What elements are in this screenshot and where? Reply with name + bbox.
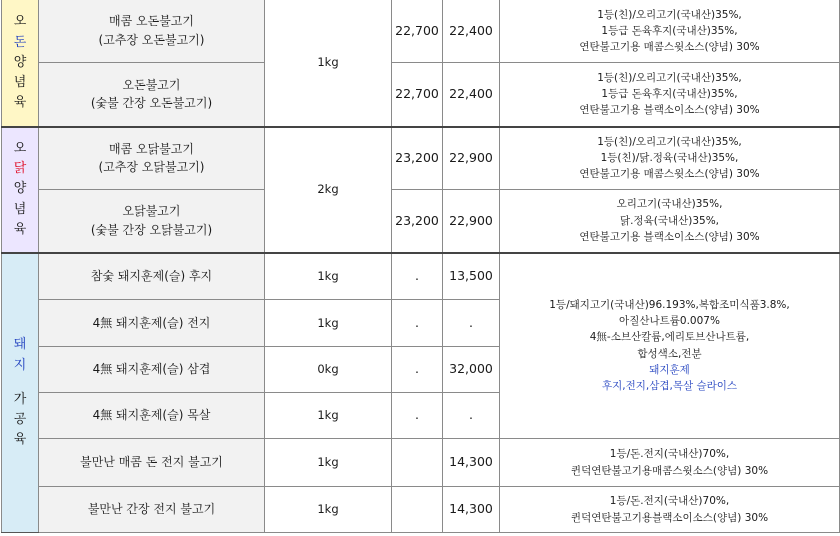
category-char: 념 — [13, 74, 27, 90]
weight-cell: 1kg — [265, 487, 392, 533]
price-1: . — [392, 347, 443, 393]
category-char: 닭 — [13, 161, 27, 177]
weight-cell: 2kg — [265, 127, 392, 253]
price-1: 22,700 — [392, 0, 443, 63]
ingredients: 1등/돈.전지(국내산)70%, 퀸덕연탄불고기용블랙소이소스(양념) 30% — [500, 487, 840, 533]
ingredients: 1등(친)/오리고기(국내산)35%, 1등급 돈육후지(국내산)35%, 연탄불고기용 매콤스윗소스(양념) 30% — [500, 0, 840, 63]
category-char: 육 — [13, 94, 27, 110]
price-1: 22,700 — [392, 63, 443, 127]
price-1 — [392, 487, 443, 533]
product-name: 불만난 간장 전지 불고기 — [39, 487, 265, 533]
price-1: . — [392, 393, 443, 439]
price-2: 32,000 — [443, 347, 500, 393]
category-char: 양 — [13, 54, 27, 70]
price-1: 23,200 — [392, 127, 443, 190]
price-2: 22,900 — [443, 190, 500, 253]
ingredients: 1등/돈.전지(국내산)70%, 퀸덕연탄불고기용매콤스윗소스(양념) 30% — [500, 439, 840, 487]
price-2: 22,900 — [443, 127, 500, 190]
weight-cell: 1kg — [265, 0, 392, 127]
price-2: . — [443, 393, 500, 439]
category-char: 오 — [13, 141, 27, 157]
category-char: 가 — [13, 391, 27, 407]
category-odak — [2, 127, 39, 253]
weight-cell: 1kg — [265, 300, 392, 347]
weight-cell: 1kg — [265, 439, 392, 487]
product-price-table — [1, 0, 840, 533]
category-pork-processed — [2, 253, 39, 533]
product-name: 매콤 오돈불고기 (고추장 오돈불고기) — [39, 0, 265, 63]
product-name: 참숯 돼지훈제(슬) 후지 — [39, 253, 265, 300]
product-name: 불만난 매콤 돈 전지 불고기 — [39, 439, 265, 487]
price-2: 13,500 — [443, 253, 500, 300]
price-1: . — [392, 253, 443, 300]
product-name: 4無 돼지훈제(슬) 전지 — [39, 300, 265, 347]
price-2: 14,300 — [443, 487, 500, 533]
price-1 — [392, 439, 443, 487]
price-1: 23,200 — [392, 190, 443, 253]
weight-cell: 1kg — [265, 253, 392, 300]
weight-cell: 0kg — [265, 347, 392, 393]
category-char: 돈 — [13, 34, 27, 50]
category-char: 육 — [13, 221, 27, 237]
price-2: 22,400 — [443, 63, 500, 127]
smoked-ingredients: 1등/돼지고기(국내산)96.193%,복합조미식품3.8%, 아질산나트륨0.007% 4無-소브산칼륨,에리토브산나트륨, 합성색소,전분 돼지훈제 후지,전지,삼겹,목살 슬라이스 — [500, 253, 840, 439]
category-char: 지 — [13, 357, 27, 373]
product-name: 오닭불고기 (숯불 간장 오닭불고기) — [39, 190, 265, 253]
product-name: 오돈불고기 (숯불 간장 오돈불고기) — [39, 63, 265, 127]
category-char: 육 — [13, 431, 27, 447]
ingredients: 1등(친)/오리고기(국내산)35%, 1등급 돈육후지(국내산)35%, 연탄불고기용 블랙소이소스(양념) 30% — [500, 63, 840, 127]
price-1: . — [392, 300, 443, 347]
price-2: 22,400 — [443, 0, 500, 63]
price-2: 14,300 — [443, 439, 500, 487]
weight-cell: 1kg — [265, 393, 392, 439]
category-char: 돼 — [13, 337, 27, 353]
category-oddon — [2, 0, 39, 127]
category-char: 공 — [13, 411, 27, 427]
category-char: 념 — [13, 201, 27, 217]
product-name: 매콤 오닭불고기 (고추장 오닭불고기) — [39, 127, 265, 190]
product-name: 4無 돼지훈제(슬) 삼겹 — [39, 347, 265, 393]
product-name: 4無 돼지훈제(슬) 목살 — [39, 393, 265, 439]
category-char: 양 — [13, 181, 27, 197]
category-char: 오 — [13, 14, 27, 30]
ingredients: 오리고기(국내산)35%, 닭.정육(국내산)35%, 연탄불고기용 블랙소이소스(양념) 30% — [500, 190, 840, 253]
ingredients: 1등(친)/오리고기(국내산)35%, 1등(친)/닭.정육(국내산)35%, 연탄불고기용 매콤스윗소스(양념) 30% — [500, 127, 840, 190]
price-2: . — [443, 300, 500, 347]
